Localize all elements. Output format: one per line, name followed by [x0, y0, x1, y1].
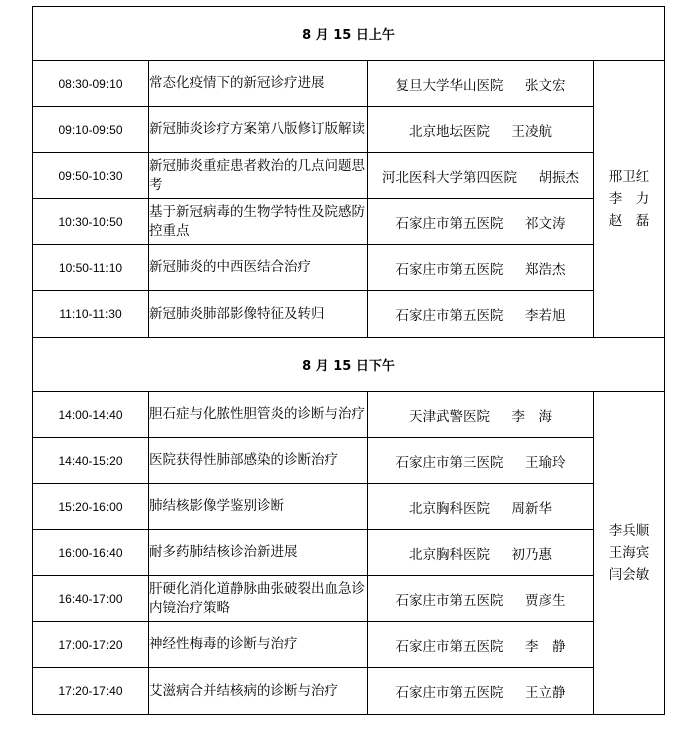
speaker-cell: [368, 107, 594, 153]
speaker-name: 王凌航: [511, 123, 553, 140]
speaker-name: 李 海: [511, 408, 553, 425]
session-header: 8 月 15 日上午: [33, 7, 665, 61]
speaker-name: 祁文涛: [525, 215, 566, 232]
speaker-org: 河北医科大学第四医院: [381, 169, 517, 186]
moderator-name: 邢卫红: [608, 169, 650, 185]
topic-cell: 肝硬化消化道静脉曲张破裂出血急诊内镜治疗策略: [149, 576, 368, 622]
speaker-org: 天津武警医院: [408, 408, 490, 425]
speaker-name: 初乃惠: [511, 546, 553, 563]
speaker-name: 李 静: [525, 638, 566, 655]
time-cell: 14:40-15:20: [33, 438, 149, 484]
topic-cell: 神经性梅毒的诊断与治疗: [149, 622, 368, 668]
topic-cell: 新冠肺炎肺部影像特征及转归: [149, 291, 368, 338]
table-row: [33, 392, 665, 438]
time-cell: 10:30-10:50: [33, 199, 149, 245]
table-row: [33, 622, 665, 668]
topic-cell: 耐多药肺结核诊治新进展: [149, 530, 368, 576]
afternoon-header-row: [33, 338, 665, 392]
speaker-org: 石家庄市第三医院: [395, 454, 504, 471]
table-row: [33, 530, 665, 576]
speaker-org: 石家庄市第五医院: [395, 685, 504, 701]
table-row: [33, 576, 665, 622]
speaker-cell: [368, 438, 594, 484]
speaker-cell: [368, 199, 594, 245]
session-header: 8 月 15 日下午: [33, 338, 665, 392]
speaker-cell: [368, 530, 594, 576]
table-row: [33, 484, 665, 530]
moderator-name: 赵 磊: [608, 213, 650, 229]
speaker-name: 王立静: [525, 685, 566, 701]
topic-cell: 医院获得性肺部感染的诊断治疗: [149, 438, 368, 484]
speaker-name: 周新华: [511, 500, 553, 517]
moderator-name: 闫会敏: [608, 567, 650, 583]
schedule-table: [32, 6, 665, 715]
morning-header-row: [33, 7, 665, 61]
speaker-cell: [368, 61, 594, 107]
time-cell: 16:40-17:00: [33, 576, 149, 622]
table-row: [33, 107, 665, 153]
table-row: [33, 245, 665, 291]
speaker-cell: [368, 576, 594, 622]
time-cell: 16:00-16:40: [33, 530, 149, 576]
time-cell: 17:00-17:20: [33, 622, 149, 668]
topic-cell: 常态化疫情下的新冠诊疗进展: [149, 61, 368, 107]
speaker-cell: [368, 668, 594, 715]
speaker-org: 复旦大学华山医院: [395, 77, 504, 94]
speaker-cell: [368, 622, 594, 668]
time-cell: 09:50-10:30: [33, 153, 149, 199]
topic-cell: 胆石症与化脓性胆管炎的诊断与治疗: [149, 392, 368, 438]
topic-cell: 新冠肺炎的中西医结合治疗: [149, 245, 368, 291]
topic-cell: 新冠肺炎诊疗方案第八版修订版解读: [149, 107, 368, 153]
speaker-cell: [368, 153, 594, 199]
topic-cell: 新冠肺炎重症患者救治的几点问题思考: [149, 153, 368, 199]
moderator-name: 王海宾: [608, 545, 650, 561]
speaker-cell: [368, 245, 594, 291]
time-cell: 14:00-14:40: [33, 392, 149, 438]
table-row: [33, 153, 665, 199]
speaker-name: 贾彦生: [525, 592, 566, 609]
table-row: [33, 291, 665, 338]
time-cell: 09:10-09:50: [33, 107, 149, 153]
time-cell: 15:20-16:00: [33, 484, 149, 530]
speaker-org: 石家庄市第五医院: [395, 308, 504, 324]
time-cell: 10:50-11:10: [33, 245, 149, 291]
speaker-org: 石家庄市第五医院: [395, 215, 504, 232]
time-cell: 17:20-17:40: [33, 668, 149, 715]
topic-cell: 艾滋病合并结核病的诊断与治疗: [149, 668, 368, 715]
table-row: [33, 438, 665, 484]
table-row: [33, 668, 665, 715]
speaker-name: 胡振杰: [538, 169, 580, 186]
speaker-name: 李若旭: [525, 308, 566, 324]
table-row: [33, 199, 665, 245]
moderators-cell: [594, 61, 665, 338]
speaker-org: 北京胸科医院: [408, 500, 490, 517]
speaker-name: 王瑜玲: [525, 454, 566, 471]
speaker-cell: [368, 484, 594, 530]
moderator-name: 李兵顺: [608, 523, 650, 539]
speaker-org: 北京地坛医院: [408, 123, 490, 140]
time-cell: 08:30-09:10: [33, 61, 149, 107]
speaker-org: 石家庄市第五医院: [395, 261, 504, 278]
speaker-name: 张文宏: [525, 77, 566, 94]
speaker-cell: [368, 392, 594, 438]
speaker-org: 石家庄市第五医院: [395, 638, 504, 655]
speaker-org: 北京胸科医院: [408, 546, 490, 563]
moderator-name: 李 力: [608, 191, 650, 207]
speaker-name: 郑浩杰: [525, 261, 566, 278]
time-cell: 11:10-11:30: [33, 291, 149, 338]
topic-cell: 肺结核影像学鉴别诊断: [149, 484, 368, 530]
topic-cell: 基于新冠病毒的生物学特性及院感防控重点: [149, 199, 368, 245]
moderators-cell: [594, 392, 665, 715]
speaker-cell: [368, 291, 594, 338]
speaker-org: 石家庄市第五医院: [395, 592, 504, 609]
table-row: [33, 61, 665, 107]
